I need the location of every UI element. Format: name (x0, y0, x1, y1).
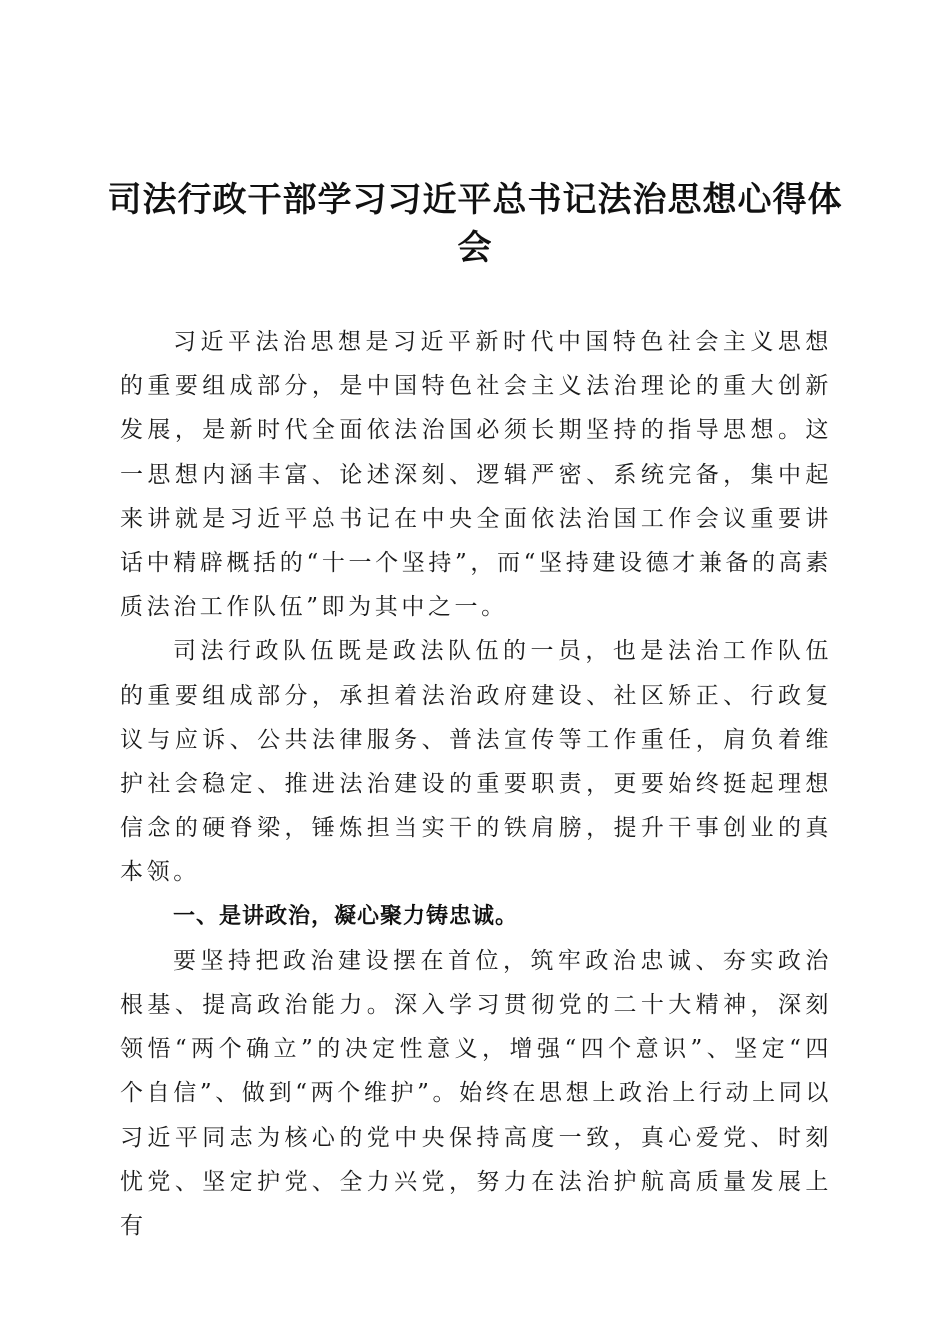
body-paragraph-2: 司法行政队伍既是政法队伍的一员，也是法治工作队伍的重要组成部分，承担着法治政府建设、社区矫正、行政复议与应诉、公共法律服务、普法宣传等工作重任，肩负着维护社会稳定、推进法治建设的重要职责，更要始终挺起理想信念的硬脊梁，锤炼担当实干的铁肩膀，提升干事创业的真本领。 (120, 638, 832, 886)
document-title: 司法行政干部学习习近平总书记法治思想心得体会 (107, 180, 843, 268)
body-paragraph-1: 习近平法治思想是习近平新时代中国特色社会主义思想的重要组成部分，是中国特色社会主义法治理论的重大创新发展，是新时代全面依法治国必须长期坚持的指导思想。这一思想内涵丰富、论述深刻、逻辑严密、系统完备，集中起来讲就是习近平总书记在中央全面依法治国工作会议重要讲话中精辟概括的“十一个坚持”，而“坚持建设德才兼备的高素质法治工作队伍”即为其中之一。 (120, 329, 832, 621)
document-body (120, 320, 832, 1248)
body-paragraph-3: 要坚持把政治建设摆在首位，筑牢政治忠诚、夯实政治根基、提高政治能力。深入学习贯彻党的二十大精神，深刻领悟“两个确立”的决定性意义，增强“四个意识”、坚定“四个自信”、做到“两个维护”。始终在思想上政治上行动上同以习近平同志为核心的党中央保持高度一致，真心爱党、时刻忧党、坚定护党、全力兴党，努力在法治护航高质量发展上有 (120, 947, 832, 1240)
section-heading-1: 一、是讲政治，凝心聚力铸忠诚。 (173, 903, 519, 929)
